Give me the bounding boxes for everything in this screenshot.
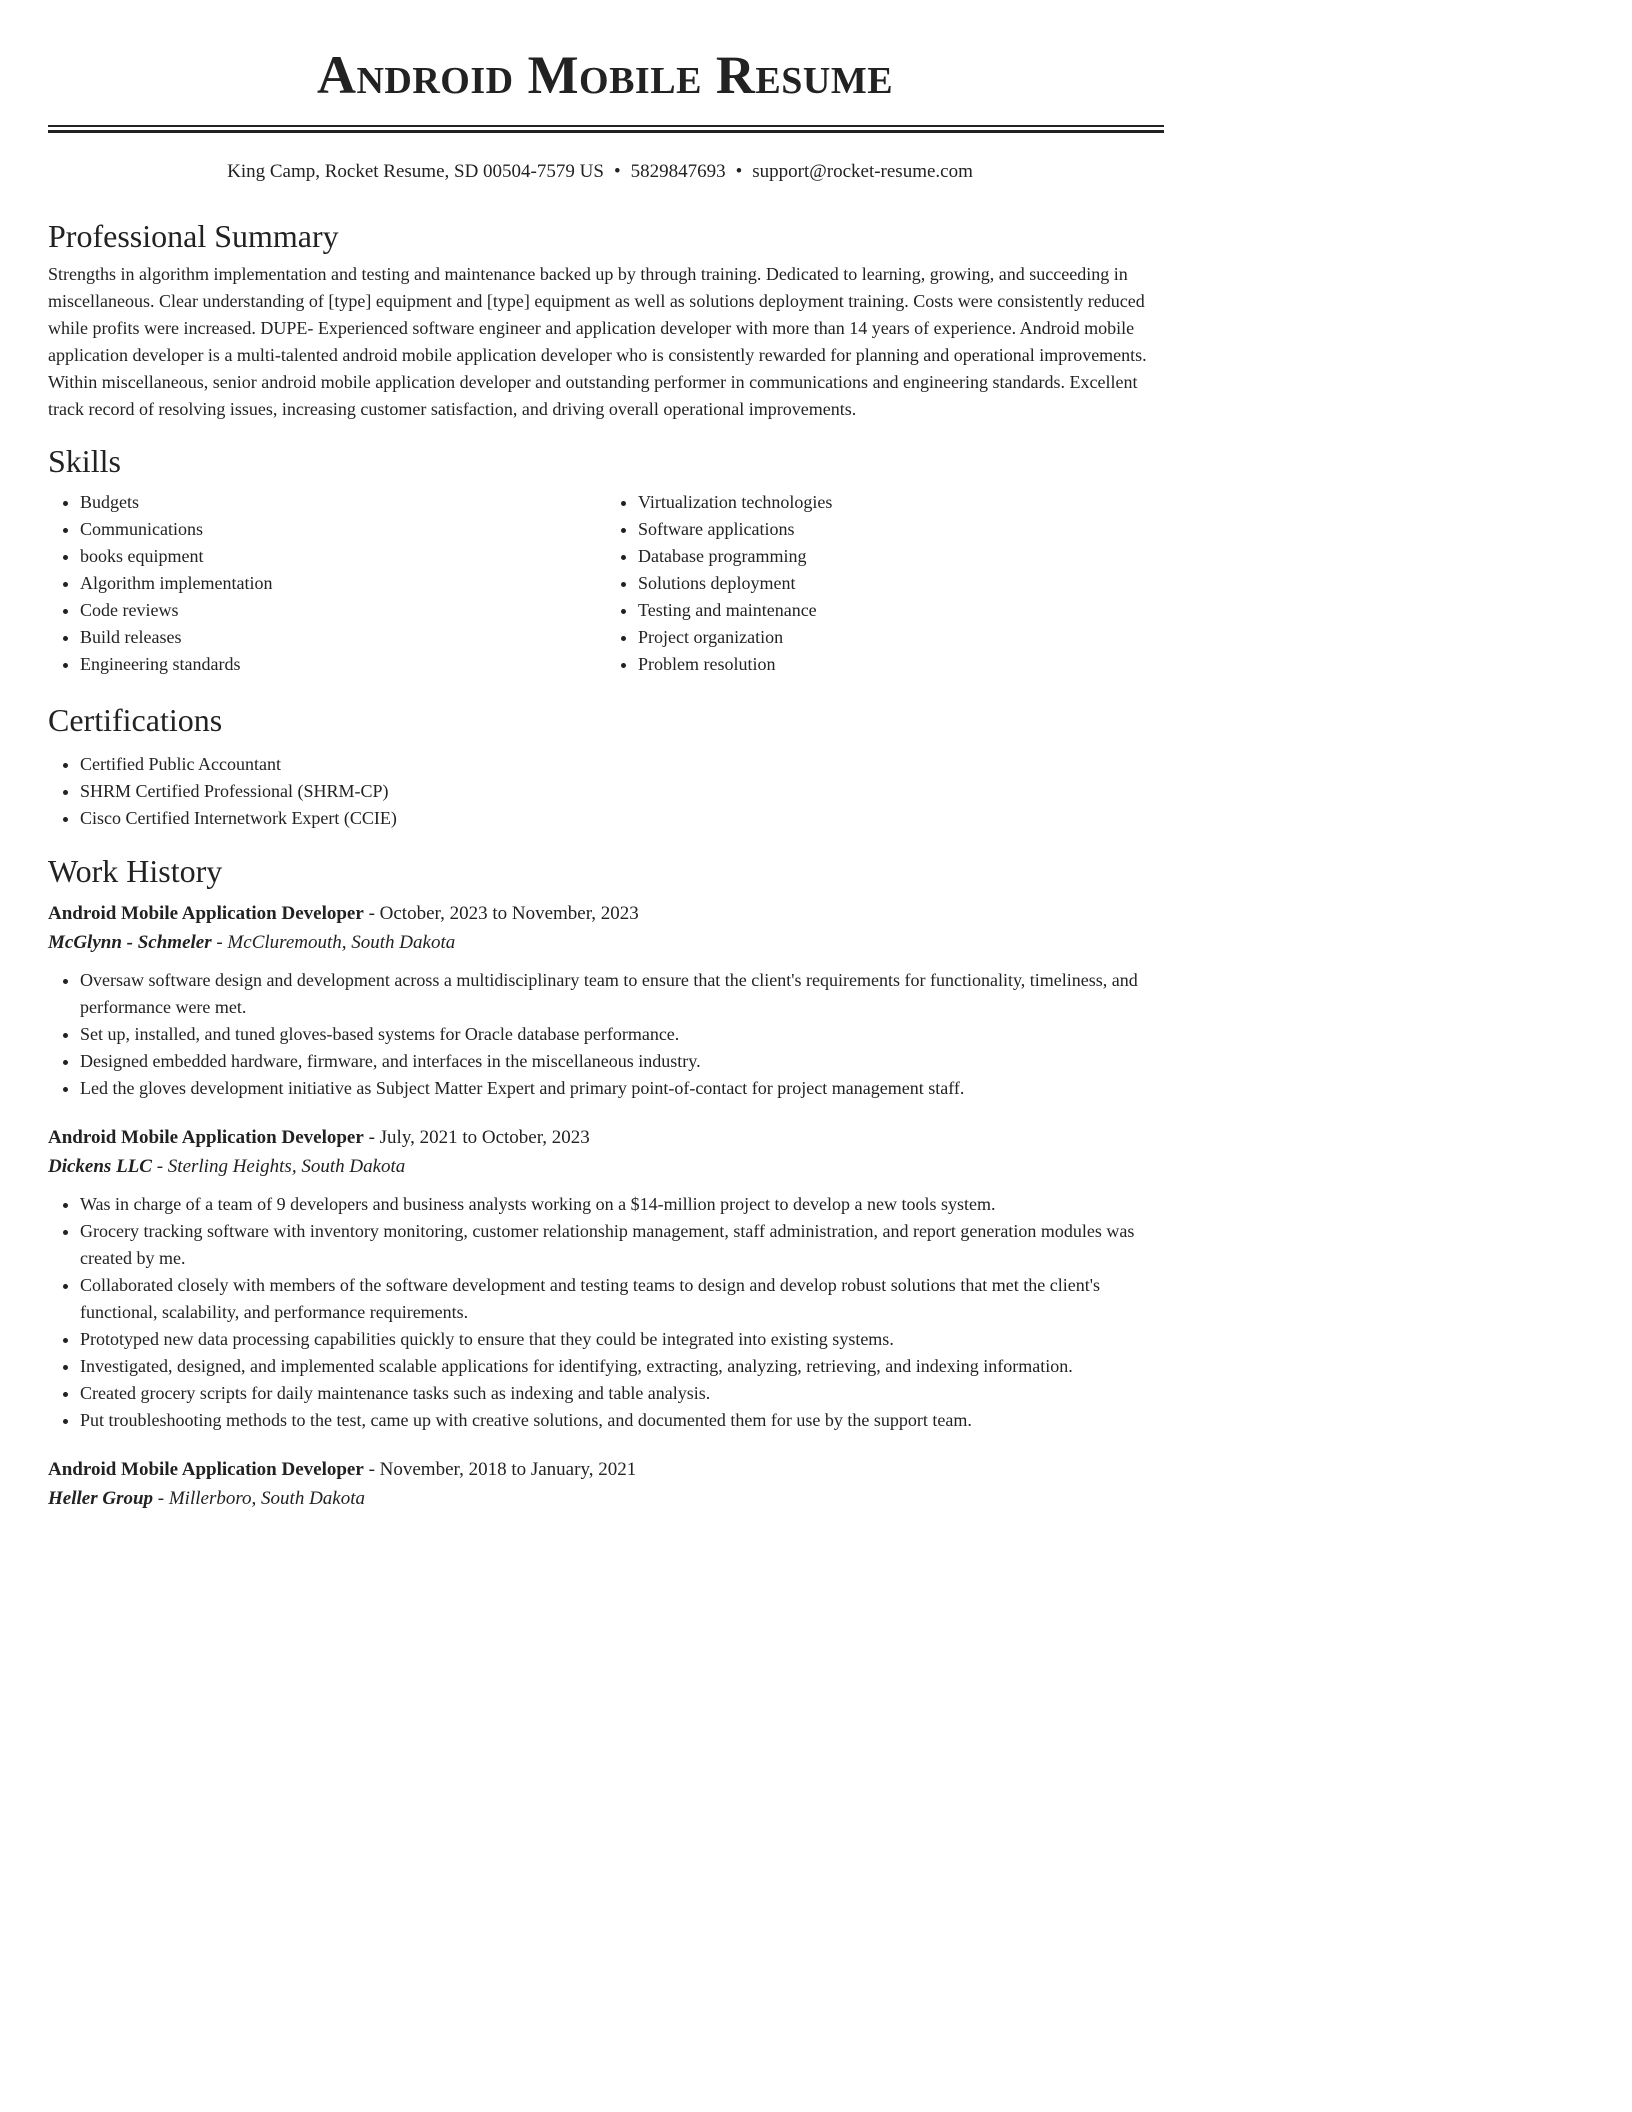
contact-email: support@rocket-resume.com: [752, 161, 973, 182]
job-header: [48, 900, 1164, 928]
skills-list-right: [606, 489, 1164, 678]
job-company: Heller Group: [48, 1488, 154, 1509]
duty-item: • Set up, installed, and tuned gloves-based systems for Oracle database performance.: [80, 1021, 1164, 1048]
work-history-section: [48, 851, 1164, 1513]
certification-item: • Cisco Certified Internetwork Expert (CCIE): [80, 805, 1164, 832]
contact-phone: 5829847693: [630, 161, 726, 182]
job-dates: - November, 2018 to January, 2021: [363, 1459, 637, 1480]
duty-item: • Investigated, designed, and implemented scalable applications for identifying, extracting, analyzing, retrieving, and indexing information.: [80, 1353, 1164, 1380]
duty-item: • Oversaw software design and development across a multidisciplinary team to ensure that the client's requirements for functionality, timeliness, and performance were met.: [80, 967, 1164, 1021]
job-entry: [48, 1456, 1164, 1513]
job-header: [48, 1124, 1164, 1152]
work-history-heading: Work History: [48, 853, 223, 889]
duty-item: • Was in charge of a team of 9 developers and business analysts working on a $14-million project to develop a new tools system.: [80, 1191, 1164, 1218]
job-duties: [48, 967, 1164, 1102]
bullet-separator: •: [735, 161, 743, 182]
skill-item: • Solutions deployment: [638, 570, 1164, 597]
contact-line: [0, 160, 1200, 184]
job-location: - Millerboro, South Dakota: [153, 1488, 365, 1509]
certifications-section: [48, 700, 1164, 832]
resume-title: Android Mobile Resume: [316, 45, 894, 105]
certification-item: • SHRM Certified Professional (SHRM-CP): [80, 778, 1164, 805]
job-entry: [48, 900, 1164, 1102]
skill-item: • Budgets: [80, 489, 606, 516]
skill-item: • Project organization: [638, 624, 1164, 651]
skill-item: • Problem resolution: [638, 651, 1164, 678]
skill-item: • Testing and maintenance: [638, 597, 1164, 624]
duty-item: • Put troubleshooting methods to the test, came up with creative solutions, and documented them for use by the support team.: [80, 1407, 1164, 1434]
duty-item: • Grocery tracking software with inventory monitoring, customer relationship management, staff administration, and report generation modules was created by me.: [80, 1218, 1164, 1272]
skill-item: • Engineering standards: [80, 651, 606, 678]
job-entry: [48, 1124, 1164, 1434]
skill-item: • Communications: [80, 516, 606, 543]
job-title: Android Mobile Application Developer: [48, 1127, 364, 1148]
skill-item: • Software applications: [638, 516, 1164, 543]
job-location: - Sterling Heights, South Dakota: [151, 1156, 406, 1177]
job-location: - McCluremouth, South Dakota: [211, 932, 456, 953]
certifications-list: [48, 751, 1164, 832]
job-header: [48, 1456, 1164, 1484]
skill-item: • Database programming: [638, 543, 1164, 570]
skills-columns: [48, 489, 1164, 678]
skills-list-left: [48, 489, 606, 678]
title-divider-thin: [48, 125, 1164, 127]
summary-heading: Professional Summary: [48, 218, 339, 254]
certifications-heading: Certifications: [48, 702, 223, 738]
certification-item: • Certified Public Accountant: [80, 751, 1164, 778]
job-company: Dickens LLC: [48, 1156, 152, 1177]
skill-item: • books equipment: [80, 543, 606, 570]
job-duties: [48, 1191, 1164, 1434]
duty-item: • Created grocery scripts for daily maintenance tasks such as indexing and table analysis.: [80, 1380, 1164, 1407]
duty-item: • Designed embedded hardware, firmware, and interfaces in the miscellaneous industry.: [80, 1048, 1164, 1075]
job-company: McGlynn - Schmeler: [48, 932, 212, 953]
skill-item: • Algorithm implementation: [80, 570, 606, 597]
job-employer: [48, 1152, 1164, 1181]
skill-item: • Code reviews: [80, 597, 606, 624]
skills-section: [48, 441, 1164, 678]
summary-text: Strengths in algorithm implementation and testing and maintenance backed up by through training. Dedicated to learning, growing, and succeeding in miscellaneous. Clear understanding of [type] equipment and [type] equipment as well as solutions deployment training. Costs were consistently reduced while profits were increased. DUPE- Experienced software engineer and application developer with more than 14 years of experience. Android mobile application developer is a multi-talented android mobile application developer who is consistently rewarded for planning and operational improvements. Within miscellaneous, senior android mobile application developer and outstanding performer in communications and engineering standards. Excellent track record of resolving issues, increasing customer satisfaction, and driving overall operational improvements.: [48, 264, 1147, 419]
job-employer: [48, 928, 1164, 957]
duty-item: • Collaborated closely with members of the software development and testing teams to design and develop robust solutions that met the client's functional, scalability, and performance requirements.: [80, 1272, 1164, 1326]
job-dates: - October, 2023 to November, 2023: [363, 903, 639, 924]
summary-section: [48, 216, 1164, 423]
contact-address: King Camp, Rocket Resume, SD 00504-7579 US: [227, 161, 604, 182]
job-title: Android Mobile Application Developer: [48, 1459, 364, 1480]
skills-heading: Skills: [48, 443, 121, 479]
skill-item: • Build releases: [80, 624, 606, 651]
duty-item: • Prototyped new data processing capabilities quickly to ensure that they could be integrated into existing systems.: [80, 1326, 1164, 1353]
bullet-separator: •: [613, 161, 621, 182]
job-title: Android Mobile Application Developer: [48, 903, 364, 924]
duty-item: • Led the gloves development initiative as Subject Matter Expert and primary point-of-contact for project management staff.: [80, 1075, 1164, 1102]
job-dates: - July, 2021 to October, 2023: [363, 1127, 590, 1148]
job-employer: [48, 1484, 1164, 1513]
skill-item: • Virtualization technologies: [638, 489, 1164, 516]
resume-body: [48, 216, 1164, 1513]
title-divider-thick: [48, 130, 1164, 133]
